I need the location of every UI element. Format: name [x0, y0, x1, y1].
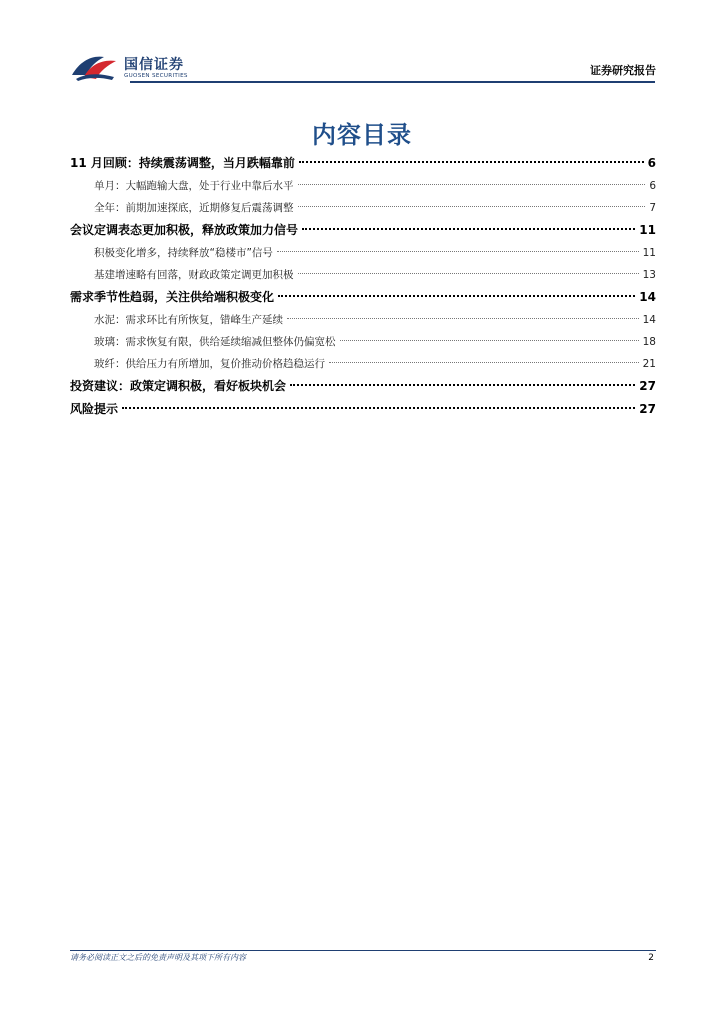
toc-dot-leader	[298, 273, 639, 274]
toc-entry-level1[interactable]	[70, 152, 656, 175]
toc-dot-leader	[302, 228, 635, 230]
toc-page-number: 7	[649, 202, 656, 214]
toc-entry-title: 风险提示	[70, 402, 119, 416]
toc-dot-leader	[290, 384, 635, 386]
logo-english-name: GUOSEN SECURITIES	[124, 73, 188, 79]
toc-entry-title: 需求季节性趋弱，关注供给端积极变化	[70, 290, 275, 304]
toc-page-number: 27	[639, 379, 656, 393]
toc-entry-level2[interactable]	[70, 242, 656, 264]
toc-entry-level2[interactable]	[70, 264, 656, 286]
toc-entry-level2[interactable]	[70, 175, 656, 197]
toc-dot-leader	[329, 362, 639, 363]
header-divider	[130, 81, 655, 83]
toc-page-number: 18	[642, 336, 656, 348]
toc-page-number: 13	[642, 269, 656, 281]
toc-dot-leader	[298, 206, 646, 207]
toc-entry-level1[interactable]	[70, 375, 656, 398]
toc-dot-leader	[122, 407, 635, 409]
toc-entry-level1[interactable]	[70, 219, 656, 242]
toc-entry-level2[interactable]	[70, 353, 656, 375]
toc-page-number: 11	[642, 247, 656, 259]
toc-entry-level2[interactable]	[70, 309, 656, 331]
toc-page-number: 14	[639, 290, 656, 304]
toc-entry-title: 会议定调表态更加积极，释放政策加力信号	[70, 223, 299, 237]
toc-page-number: 21	[642, 358, 656, 370]
toc-entry-title: 玻璃：需求恢复有限，供给延续缩减但整体仍偏宽松	[94, 336, 336, 348]
toc-entry-title: 玻纤：供给压力有所增加，复价推动价格趋稳运行	[94, 358, 325, 370]
toc-entry-title: 积极变化增多，持续释放“稳楼市”信号	[94, 247, 273, 259]
table-of-contents	[70, 152, 656, 421]
toc-entry-level2[interactable]	[70, 197, 656, 219]
toc-dot-leader	[277, 251, 639, 252]
toc-dot-leader	[287, 318, 639, 319]
toc-dot-leader	[298, 184, 646, 185]
toc-entry-title: 水泥：需求环比有所恢复，错峰生产延续	[94, 314, 283, 326]
toc-page-number: 6	[647, 156, 656, 170]
footer-divider	[70, 950, 656, 951]
company-logo	[70, 52, 210, 84]
toc-page-number: 11	[639, 223, 656, 237]
toc-page-number: 14	[642, 314, 656, 326]
toc-entry-title: 11 月回顾：持续震荡调整，当月跌幅靠前	[70, 156, 295, 170]
logo-chinese-name: 国信证券	[124, 57, 184, 73]
toc-entry-title: 全年：前期加速探底，近期修复后震荡调整	[94, 202, 294, 214]
toc-title: 内容目录	[312, 121, 412, 149]
disclaimer-text: 请务必阅读正文之后的免责声明及其项下所有内容	[70, 953, 246, 962]
guosen-logo-icon	[70, 53, 120, 83]
toc-page-number: 27	[639, 402, 656, 416]
toc-page-number: 6	[649, 180, 656, 192]
toc-entry-level1[interactable]	[70, 286, 656, 309]
toc-entry-title: 基建增速略有回落，财政政策定调更加积极	[94, 269, 294, 281]
toc-entry-level1[interactable]	[70, 398, 656, 421]
page-number: 2	[648, 953, 654, 963]
toc-dot-leader	[299, 161, 644, 163]
toc-dot-leader	[340, 340, 639, 341]
toc-entry-level2[interactable]	[70, 331, 656, 353]
report-type-label: 证券研究报告	[590, 64, 656, 77]
page-header	[70, 52, 656, 84]
toc-entry-title: 单月：大幅跑输大盘，处于行业中靠后水平	[94, 180, 294, 192]
toc-entry-title: 投资建议：政策定调积极，看好板块机会	[70, 379, 287, 393]
toc-dot-leader	[278, 295, 635, 297]
